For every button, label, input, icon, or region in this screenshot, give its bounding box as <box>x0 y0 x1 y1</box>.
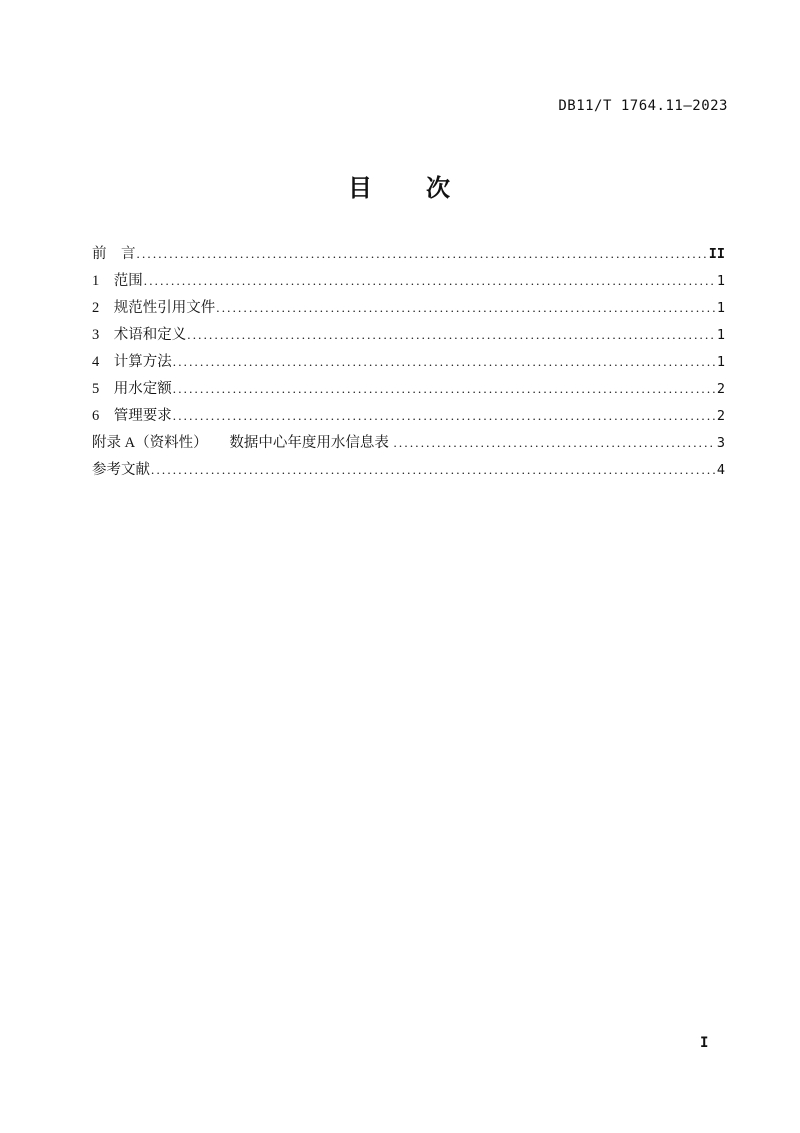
toc-entry-label: 5 用水定额 <box>92 381 172 397</box>
toc-dot-leader <box>393 429 714 456</box>
page-title: 目 次 <box>348 176 452 202</box>
toc-entry-label: 参考文献 <box>92 462 150 478</box>
toc-dot-leader <box>216 294 715 321</box>
toc-entry-label: 前 言 <box>92 246 136 262</box>
toc-entry-page: II <box>708 246 725 262</box>
toc-entry-label: 4 计算方法 <box>92 354 172 370</box>
toc-entry-page: 4 <box>716 462 725 478</box>
toc-entry <box>92 429 725 456</box>
toc-entry-page: 3 <box>716 435 725 451</box>
table-of-contents <box>92 240 725 483</box>
toc-entry <box>92 375 725 402</box>
toc-entry <box>92 402 725 429</box>
toc-dot-leader <box>151 456 715 483</box>
toc-dot-leader <box>137 240 707 267</box>
toc-dot-leader <box>144 267 715 294</box>
toc-entry <box>92 321 725 348</box>
toc-entry <box>92 267 725 294</box>
toc-entry-label: 附录 A（资料性） 数据中心年度用水信息表 <box>92 435 393 451</box>
standard-code-header: DB11/T 1764.11—2023 <box>558 98 728 114</box>
toc-entry-label: 3 术语和定义 <box>92 327 187 343</box>
toc-entry-page: 1 <box>716 273 725 289</box>
toc-dot-leader <box>187 321 715 348</box>
toc-entry-label: 6 管理要求 <box>92 408 172 424</box>
toc-entry-page: 1 <box>716 327 725 343</box>
toc-dot-leader <box>173 375 715 402</box>
toc-entry <box>92 456 725 483</box>
toc-entry-page: 1 <box>716 300 725 316</box>
toc-entry-label: 2 规范性引用文件 <box>92 300 216 316</box>
toc-entry <box>92 348 725 375</box>
toc-entry-page: 1 <box>716 354 725 370</box>
toc-dot-leader <box>173 402 715 429</box>
toc-entry-page: 2 <box>716 381 725 397</box>
footer-page-number: I <box>700 1035 709 1051</box>
toc-entry-page: 2 <box>716 408 725 424</box>
toc-entry <box>92 294 725 321</box>
toc-entry-label: 1 范围 <box>92 273 143 289</box>
toc-dot-leader <box>173 348 715 375</box>
toc-entry <box>92 240 725 267</box>
